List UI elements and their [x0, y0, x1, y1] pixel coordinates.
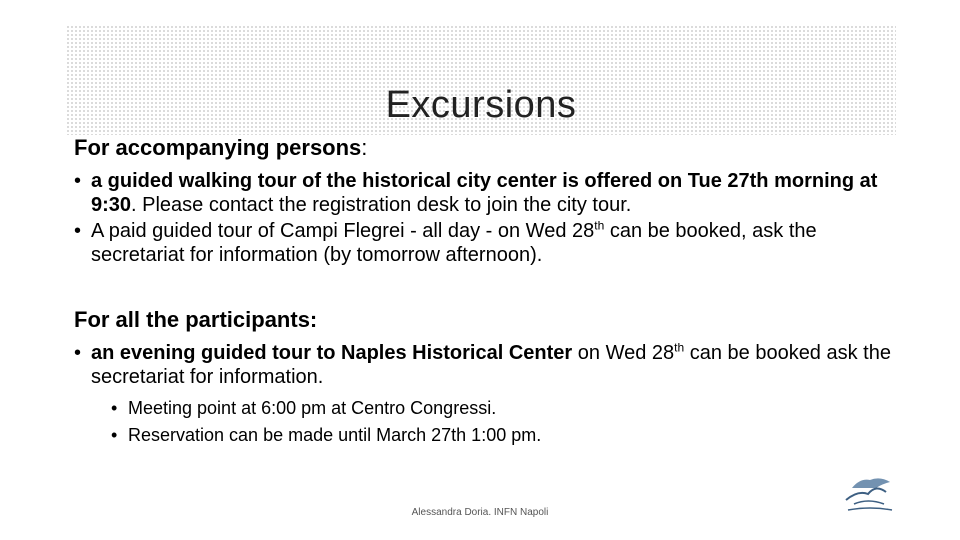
bullet-marker: • — [111, 425, 118, 445]
bullet-marker: • — [74, 220, 82, 242]
section-heading-participants — [74, 305, 894, 335]
bullet-marker: • — [74, 170, 82, 192]
bullet-text: on Wed 28 — [572, 342, 675, 364]
list-item — [74, 341, 894, 389]
bullet-bold-text: a guided walking tour of the historical city center is offered on Tue 27th morning at 9:30 — [91, 170, 878, 216]
list-item — [111, 395, 894, 422]
section-heading-accompanying — [74, 133, 894, 163]
bullet-marker: • — [74, 342, 82, 364]
bullet-text: . Please contact the registration desk to join the city tour. — [131, 194, 632, 216]
ordinal-suffix: th — [674, 340, 685, 355]
ordinal-suffix: th — [594, 218, 605, 233]
list-item — [74, 169, 894, 217]
sub-bullet-text: Reservation can be made until March 27th 1:00 pm. — [128, 425, 542, 445]
bullet-marker: • — [111, 398, 118, 418]
vesuvius-logo-icon — [840, 470, 900, 518]
slide-content — [74, 133, 894, 449]
footer-author: Alessandra Doria. INFN Napoli — [411, 507, 549, 518]
accompanying-bullet-list — [74, 169, 894, 267]
heading-bold-text: For all the participants: — [74, 307, 318, 332]
bullet-bold-text: an evening guided tour to Naples Historical Center — [91, 342, 573, 364]
participants-section — [74, 305, 894, 449]
bullet-text: A paid guided tour of Campi Flegrei - all day - on Wed 28 — [91, 220, 595, 242]
bullet-text: can be booked, ask the secretariat for information (by tomorrow afternoon). — [91, 220, 817, 266]
title-band — [66, 25, 896, 135]
list-item — [74, 219, 894, 267]
heading-colon: : — [361, 135, 368, 160]
bullet-text: can be booked ask the secretariat for information. — [91, 342, 891, 388]
list-item — [111, 422, 894, 449]
slide-title: Excursions — [385, 84, 577, 126]
sub-bullet-text: Meeting point at 6:00 pm at Centro Congressi. — [128, 398, 497, 418]
sub-bullet-list — [111, 395, 894, 449]
participants-bullet-list — [74, 341, 894, 389]
heading-bold-text: For accompanying persons — [74, 135, 362, 160]
